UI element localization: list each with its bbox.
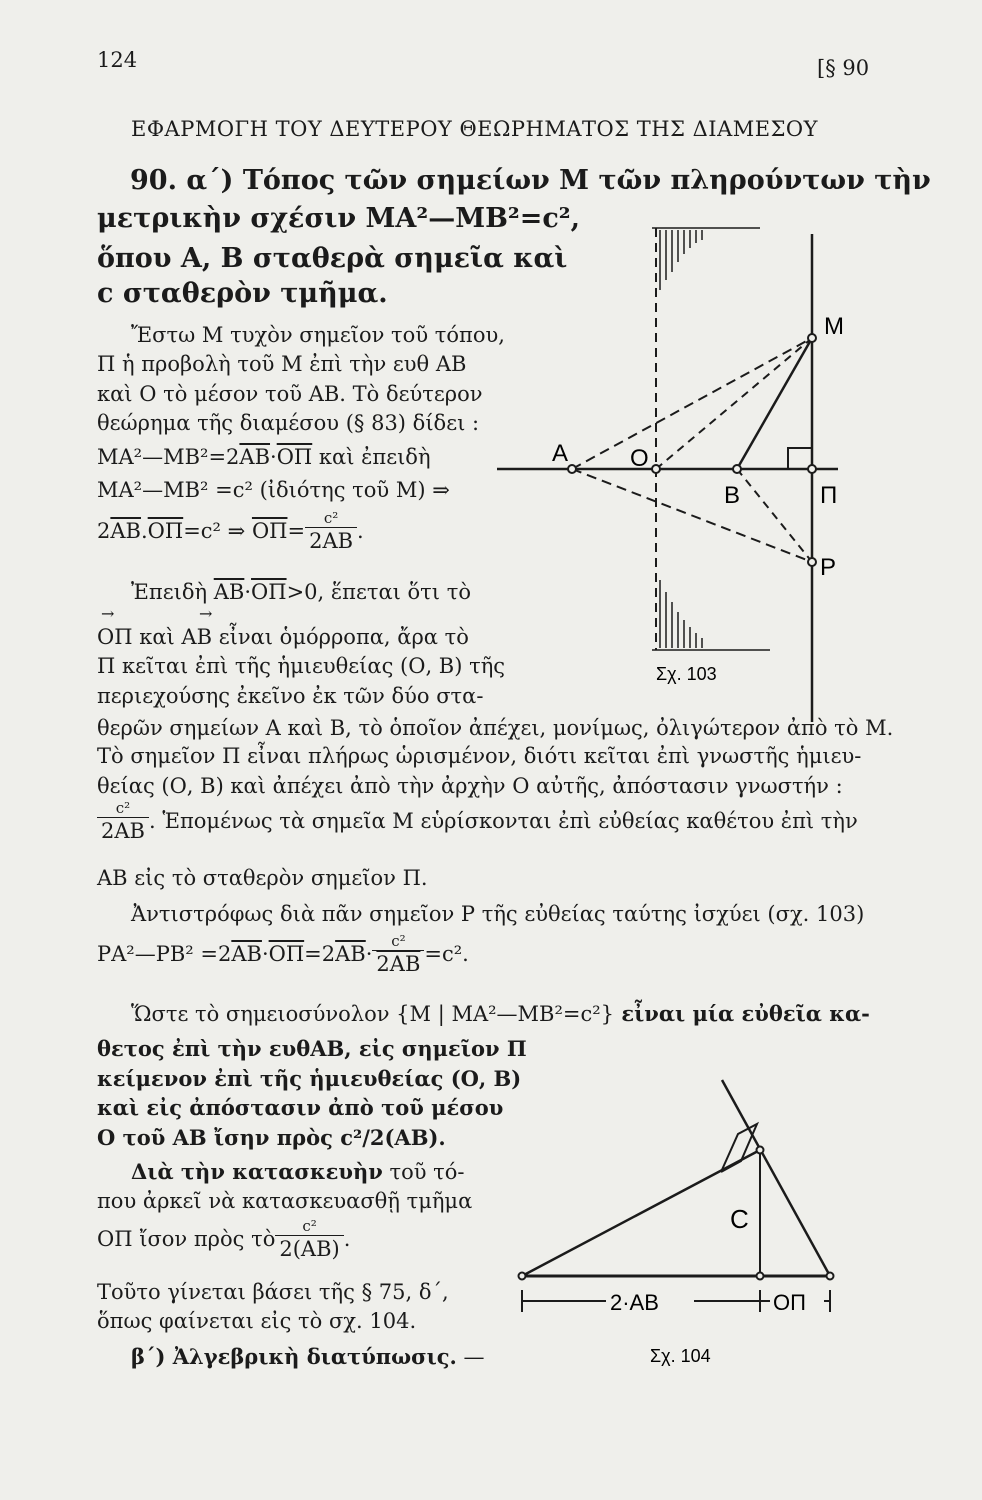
point-o: [652, 465, 660, 473]
vector-op: $\overline{O\Pi}$: [251, 518, 288, 543]
paragraph-line: Τοῦτο γίνεται βάσει τῆς § 75, δ΄,: [97, 1280, 449, 1304]
page-number: 124: [97, 48, 138, 72]
fraction: [275, 1218, 343, 1261]
point-r: [808, 558, 816, 566]
label-c: C: [730, 1204, 749, 1234]
text: ΟΠ: [97, 625, 133, 649]
equation-1: [97, 447, 431, 468]
eq-text: ΜΑ²—ΜΒ²=2: [97, 445, 240, 469]
text: .: [343, 1226, 351, 1251]
vector-ab: $\overline{AB}$: [335, 941, 366, 966]
paragraph-line: Π κεῖται ἐπὶ τῆς ἡμιευθείας (Ο, Β) τῆς: [97, 654, 506, 678]
equation-4: [97, 933, 469, 976]
figure-104-caption: Σχ. 104: [650, 1346, 711, 1366]
label-a: Α: [552, 440, 569, 467]
eq-text: ·: [261, 941, 269, 966]
point-o: [757, 1273, 764, 1280]
fraction-denominator: 2(ΑΒ): [275, 1235, 343, 1261]
fraction-denominator: 2ΑΒ: [305, 527, 357, 553]
paragraph-line: [97, 1218, 350, 1261]
text: —: [456, 1345, 485, 1369]
text: ΑΒ: [181, 625, 213, 649]
eq-text: =c² ⇒: [183, 518, 246, 543]
fraction-numerator: c²: [115, 799, 131, 817]
label-m: Μ: [824, 313, 844, 340]
fraction: [305, 510, 357, 553]
eq-text: καὶ ἐπειδὴ: [312, 445, 431, 469]
vector-arrow: →: [199, 604, 213, 623]
paragraph-line: θεώρημα τῆς διαμέσου (§ 83) δίδει :: [97, 411, 480, 435]
text: εἶναι μία εὐθεῖα κα-: [614, 1001, 870, 1026]
vector-arrow: →: [101, 604, 115, 623]
text: Ἐπειδὴ: [131, 580, 214, 604]
segment-ar: [572, 469, 812, 562]
point-m: [808, 334, 816, 342]
paragraph-line: Ἀντιστρόφως διὰ πᾶν σημεῖον Ρ τῆς εὐθείας ταύτης ἰσχύει (σχ. 103): [131, 902, 865, 926]
eq-text: =2: [304, 941, 336, 966]
label-op: ΟΠ: [773, 1290, 806, 1315]
point-top: [757, 1147, 764, 1154]
paragraph-line: [131, 1161, 465, 1183]
point-a: [568, 465, 576, 473]
label-b: Β: [724, 482, 741, 509]
vector-ab: $\overline{AB}$: [110, 518, 141, 543]
paragraph-line: θερῶν σημείων Α καὶ Β, τὸ ὁποῖον ἀπέχει, μονίμως, ὀλιγώτερον ἀπὸ τὸ Μ.: [97, 716, 894, 740]
vector-op: $\overline{O\Pi}$: [276, 445, 313, 469]
text: εἶναι ὁμόρροπα, ἄρα τὸ: [212, 625, 469, 649]
label-2ab: 2·ΑΒ: [610, 1290, 659, 1315]
vector-ab: $\overline{AB}$: [213, 580, 245, 604]
text: καὶ: [132, 625, 182, 649]
eq-text: .: [140, 518, 148, 543]
point-a: [519, 1273, 526, 1280]
fraction: [97, 800, 149, 843]
label-o: Ο: [630, 445, 649, 472]
vector-ab: $\overline{AB}$: [231, 941, 262, 966]
equation-2: ΜΑ²—ΜΒ² =c² (ἰδιότης τοῦ Μ) ⇒: [97, 478, 450, 502]
text: τοῦ τό-: [382, 1160, 465, 1184]
point-p: [808, 465, 816, 473]
figure-103-caption: Σχ. 103: [656, 664, 717, 684]
fraction: [372, 933, 424, 976]
chapter-title: ΕΦΑΡΜΟΓΗ ΤΟΥ ΔΕΥΤΕΡΟΥ ΘΕΩΡΗΜΑΤΟΣ ΤΗΣ ΔΙΑΜΕΣΟΥ: [131, 117, 819, 141]
label-r: Ρ: [820, 554, 837, 581]
paragraph-line: περιεχούσης ἐκεῖνο ἐκ τῶν δύο στα-: [97, 684, 484, 708]
hatched-region-top: [652, 228, 760, 290]
section-title-line4: c σταθερὸν τμῆμα.: [97, 278, 388, 309]
figure-103: [490, 210, 890, 730]
paragraph-line: [131, 582, 471, 603]
fraction-numerator: c²: [391, 932, 406, 950]
paragraph-line: Τὸ σημεῖον Π εἶναι πλήρως ὡρισμένον, διότι κεῖται ἐπὶ γνωστῆς ἡμιευ-: [97, 744, 862, 768]
text: Διὰ τὴν κατασκευὴν: [131, 1159, 383, 1184]
eq-text: 2: [97, 518, 111, 543]
triangle-leg: [722, 1080, 830, 1276]
label-p: Π: [820, 482, 838, 509]
eq-text: ·: [270, 445, 277, 469]
paragraph-line: θείας (Ο, Β) καὶ ἀπέχει ἀπὸ τὴν ἀρχὴν Ο αὐτῆς, ἀπόστασιν γνωστήν :: [97, 774, 843, 798]
paragraph-line: θετος ἐπὶ τὴν ευθΑΒ, εἰς σημεῖον Π: [97, 1036, 527, 1061]
paragraph-line: Ο τοῦ ΑΒ ἴσην πρὸς c²/2(ΑΒ).: [97, 1125, 446, 1150]
paragraph-line: [131, 1346, 485, 1368]
fraction-numerator: c²: [323, 509, 339, 527]
paragraph-line: ΑΒ εἰς τὸ σταθερὸν σημεῖον Π.: [97, 866, 428, 890]
text: β΄) Ἀλγεβρικὴ διατύπωσις.: [131, 1344, 457, 1369]
text: ΟΠ ἴσον πρὸς τὸ: [97, 1226, 276, 1251]
vector-ab: $\overline{AB}$: [239, 445, 271, 469]
eq-text: .: [357, 518, 364, 543]
paragraph-line: [97, 627, 469, 648]
vector-op: $\overline{O\Pi}$: [268, 941, 305, 966]
paragraph-line: [131, 1003, 870, 1025]
section-title-line1: 90. α΄) Τόπος τῶν σημείων Μ τῶν πληρούντων τὴν: [130, 165, 931, 196]
fraction-numerator: c²: [302, 1217, 317, 1235]
paragraph-line: καὶ Ο τὸ μέσον τοῦ ΑΒ. Τὸ δεύτερον: [97, 382, 483, 406]
paragraph-line: Π ἡ προβολὴ τοῦ Μ ἐπὶ τὴν ευθ ΑΒ: [97, 352, 467, 376]
vector-op: $\overline{O\Pi}$: [251, 580, 287, 604]
paragraph-line: που ἀρκεῖ νὰ κατασκευασθῇ τμῆμα: [97, 1189, 473, 1213]
paragraph-line: Ἔστω Μ τυχὸν σημεῖον τοῦ τόπου,: [131, 323, 505, 347]
section-title-line2: μετρικὴν σχέσιν ΜΑ²—ΜΒ²=c²,: [97, 203, 581, 234]
eq-text: ·: [365, 941, 373, 966]
fraction-denominator: 2ΑΒ: [372, 950, 424, 976]
eq-text: ΡΑ²—ΡΒ² =2: [97, 941, 232, 966]
fraction-denominator: 2ΑΒ: [97, 817, 149, 843]
figure-104: [510, 1075, 850, 1375]
text: >0, ἕπεται ὅτι τὸ: [286, 580, 471, 604]
section-reference: [§ 90: [817, 56, 870, 80]
text: . Ἑπομένως τὰ σημεῖα Μ εὑρίσκονται ἐπὶ εὐθείας καθέτου ἐπὶ τὴν: [148, 808, 858, 833]
point-p: [827, 1273, 834, 1280]
paragraph-line: [97, 800, 858, 843]
section-title-line3: ὅπου Α, Β σταθερὰ σημεῖα καὶ: [97, 243, 568, 274]
set-notation: {Μ | ΜΑ²—ΜΒ²=c²}: [396, 1002, 615, 1026]
paragraph-line: καὶ εἰς ἀπόστασιν ἀπὸ τοῦ μέσου: [97, 1095, 504, 1120]
paragraph-line: κείμενον ἐπὶ τῆς ἡμιευθείας (Ο, Β): [97, 1066, 522, 1091]
point-b: [733, 465, 741, 473]
triangle-hypotenuse: [522, 1150, 760, 1276]
text: Ὥστε τὸ σημειοσύνολον: [131, 1002, 397, 1026]
hatched-region-bottom: [652, 580, 770, 650]
vector-op: $\overline{O\Pi}$: [147, 518, 184, 543]
segment-am: [572, 338, 812, 469]
text: ·: [244, 580, 252, 604]
eq-text: =: [287, 518, 306, 543]
paragraph-line: ὅπως φαίνεται εἰς τὸ σχ. 104.: [97, 1309, 417, 1333]
equation-3: [97, 510, 364, 553]
eq-text: =c².: [424, 941, 469, 966]
